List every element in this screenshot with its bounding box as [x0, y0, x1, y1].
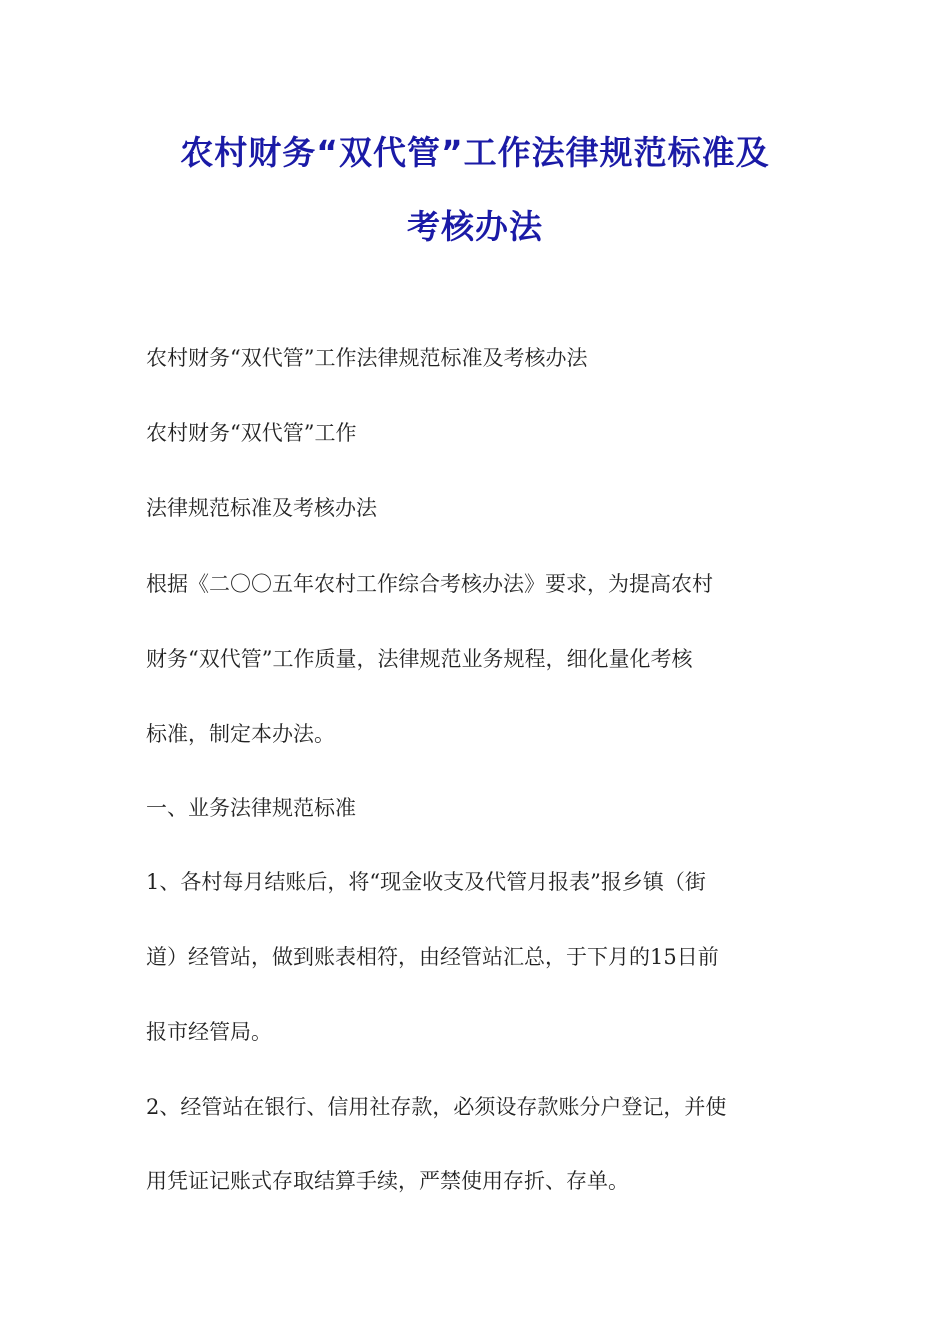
- document-title-line-1: 农村财务“双代管”工作法律规范标准及: [180, 133, 770, 172]
- paragraph-line-3: 法律规范标准及考核办法: [146, 496, 377, 520]
- paragraph-line-8: 1、各村每月结账后，将“现金收支及代管月报表”报乡镇（街: [146, 870, 706, 894]
- section-heading: 一、业务法律规范标准: [146, 796, 356, 820]
- paragraph-line-9: 道）经管站，做到账表相符，由经管站汇总，于下月的15日前: [146, 945, 719, 969]
- paragraph-line-1: 农村财务“双代管”工作法律规范标准及考核办法: [146, 346, 588, 370]
- paragraph-line-10: 报市经管局。: [146, 1020, 272, 1044]
- paragraph-line-11: 2、经管站在银行、信用社存款，必须设存款账分户登记，并使: [146, 1095, 727, 1119]
- document-title-line-2: 考核办法: [407, 207, 543, 246]
- paragraph-line-12: 用凭证记账式存取结算手续，严禁使用存折、存单。: [146, 1169, 629, 1193]
- paragraph-line-5: 财务“双代管”工作质量，法律规范业务规程，细化量化考核: [146, 647, 693, 671]
- paragraph-line-4: 根据《二〇〇五年农村工作综合考核办法》要求，为提高农村: [146, 572, 713, 596]
- paragraph-line-6: 标准，制定本办法。: [146, 722, 335, 746]
- paragraph-line-2: 农村财务“双代管”工作: [146, 421, 357, 445]
